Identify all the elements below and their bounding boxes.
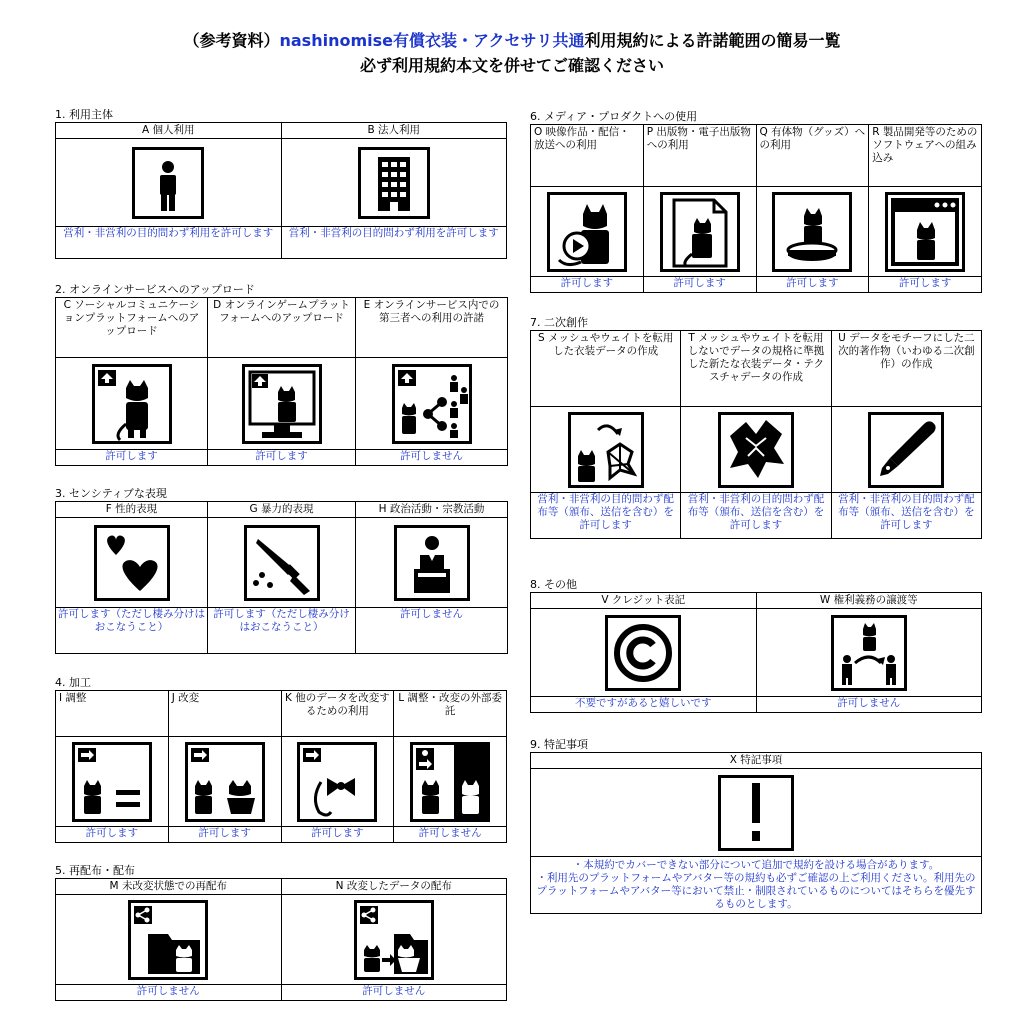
item-status: 不要ですがあると嬉しいです xyxy=(531,697,757,713)
section-7 xyxy=(530,316,982,539)
note-2: ・利用先のプラットフォームやアバター等の規約も必ずご確認の上ご利用ください。利用先のプラットフォームやアバター等において禁止・制限されているものについてはそちらを優先するものとします。 xyxy=(536,872,976,910)
item-status: 許可します xyxy=(208,450,356,466)
item-status: 許可しません xyxy=(394,827,507,843)
document-icon xyxy=(643,187,756,277)
copyright-icon xyxy=(531,609,757,697)
item-label: J 改変 xyxy=(168,691,281,737)
item-label: G 暴力的表現 xyxy=(208,502,356,518)
item-status: 許可します xyxy=(531,277,644,293)
item-status: 許可しません xyxy=(56,985,282,1001)
section-table xyxy=(530,752,982,914)
item-label: R 製品開発等のためのソフトウェアへの組み込み xyxy=(869,125,982,187)
item-label: L 調整・改変の外部委託 xyxy=(394,691,507,737)
section-table xyxy=(55,878,507,1001)
figure-goods-icon xyxy=(756,187,869,277)
section-title: 6. メディア・プロダクトへの使用 xyxy=(530,110,698,123)
section-9 xyxy=(530,738,982,914)
item-status: 許可します xyxy=(869,277,982,293)
section-title: 7. 二次創作 xyxy=(530,316,588,329)
section-4 xyxy=(55,676,507,843)
item-label: K 他のデータを改変するための利用 xyxy=(281,691,394,737)
software-window-icon xyxy=(869,187,982,277)
item-label: C ソーシャルコミュニケーションプラットフォームへのアップロード xyxy=(56,298,208,358)
note-1: ・本規約でカバーできない部分について追加で規約を設ける場合があります。 xyxy=(572,859,940,871)
section-table xyxy=(55,122,507,259)
item-status: 営利・非営利の目的問わず利用を許可します xyxy=(56,227,282,259)
item-status: 許可しません xyxy=(356,608,508,654)
item-label: N 改変したデータの配布 xyxy=(281,879,507,895)
title-prefix: （参考資料） xyxy=(183,31,280,50)
item-label: E オンラインサービス内での第三者への利用の許諾 xyxy=(356,298,508,358)
title-brand: nashinomise有償衣装・アクセサリ共通 xyxy=(279,31,585,50)
item-label: W 権利義務の譲渡等 xyxy=(756,593,982,609)
cloth-icon xyxy=(681,407,831,493)
item-label: X 特記事項 xyxy=(531,753,982,769)
section-title: 4. 加工 xyxy=(55,676,91,689)
section-5 xyxy=(55,864,507,1001)
item-status: 許可します（ただし棲み分けはおこなうこと） xyxy=(56,608,208,654)
mesh-transfer-icon xyxy=(531,407,681,493)
section-title: 3. センシティブな表現 xyxy=(55,487,167,500)
item-label: U データをモチーフにした二次的著作物（いわゆる二次創作）の作成 xyxy=(831,331,981,407)
item-label: D オンラインゲームプラットフォームへのアップロード xyxy=(208,298,356,358)
item-status: 許可します xyxy=(281,827,394,843)
item-label: Q 有体物（グッズ）への利用 xyxy=(756,125,869,187)
page-title xyxy=(0,30,1024,52)
adjust-icon xyxy=(56,737,169,827)
item-status: 許可しません xyxy=(756,697,982,713)
item-label: A 個人利用 xyxy=(56,123,282,139)
page-subtitle: 必ず利用規約本文を併せてご確認ください xyxy=(359,56,664,75)
outsource-icon xyxy=(394,737,507,827)
ribbon-icon xyxy=(281,737,394,827)
section-2 xyxy=(55,283,508,466)
item-status: 営利・非営利の目的問わず配布等（頒布、送信を含む）を許可します xyxy=(681,493,831,539)
item-label: M 未改変状態での再配布 xyxy=(56,879,282,895)
upload-cat-icon xyxy=(56,358,208,450)
item-label: S メッシュやウェイトを転用した衣装データの作成 xyxy=(531,331,681,407)
item-status: 許可します xyxy=(756,277,869,293)
item-label: F 性的表現 xyxy=(56,502,208,518)
item-label: H 政治活動・宗教活動 xyxy=(356,502,508,518)
item-status: 許可します xyxy=(643,277,756,293)
item-status: 許可します（ただし棲み分けはおこなうこと） xyxy=(208,608,356,654)
section-table xyxy=(530,330,982,539)
item-status: 営利・非営利の目的問わず配布等（頒布、送信を含む）を許可します xyxy=(831,493,981,539)
section-title: 5. 再配布・配布 xyxy=(55,864,135,877)
section-1 xyxy=(55,108,507,259)
podium-speaker-icon xyxy=(356,518,508,608)
section-8 xyxy=(530,578,982,713)
section-3 xyxy=(55,487,508,654)
section-6 xyxy=(530,110,982,293)
share-network-icon xyxy=(356,358,508,450)
item-label: I 調整 xyxy=(56,691,169,737)
section-title: 1. 利用主体 xyxy=(55,108,113,121)
section-title: 2. オンラインサービスへのアップロード xyxy=(55,283,255,296)
section-table xyxy=(55,297,508,466)
share-folder-modified-icon xyxy=(281,895,507,985)
item-status: 許可します xyxy=(168,827,281,843)
section-table xyxy=(530,124,982,293)
item-label: T メッシュやウェイトを転用しないでデータの規格に準拠した新たな衣装データ・テクスチャデータの作成 xyxy=(681,331,831,407)
item-label: O 映像作品・配信・放送への利用 xyxy=(531,125,644,187)
section-title: 9. 特記事項 xyxy=(530,738,588,751)
item-status: 許可します xyxy=(56,827,169,843)
item-status: 営利・非営利の目的問わず配布等（頒布、送信を含む）を許可します xyxy=(531,493,681,539)
item-status: 許可しません xyxy=(356,450,508,466)
video-play-icon xyxy=(531,187,644,277)
person-icon xyxy=(56,139,282,227)
item-status: 許可します xyxy=(56,450,208,466)
section-table xyxy=(55,501,508,654)
modify-icon xyxy=(168,737,281,827)
item-label: B 法人利用 xyxy=(281,123,507,139)
item-status: 営利・非営利の目的問わず利用を許可します xyxy=(281,227,507,259)
hearts-icon xyxy=(56,518,208,608)
item-label: V クレジット表記 xyxy=(531,593,757,609)
knife-icon xyxy=(208,518,356,608)
title-suffix: 利用規約による許諾範囲の簡易一覧 xyxy=(584,31,841,50)
transfer-people-icon xyxy=(756,609,982,697)
pen-nib-icon xyxy=(831,407,981,493)
share-folder-icon xyxy=(56,895,282,985)
item-status: 許可しません xyxy=(281,985,507,1001)
exclamation-icon xyxy=(531,769,982,857)
section-table xyxy=(55,690,507,843)
upload-monitor-icon xyxy=(208,358,356,450)
item-label: P 出版物・電子出版物への利用 xyxy=(643,125,756,187)
building-icon xyxy=(281,139,507,227)
section-title: 8. その他 xyxy=(530,578,577,591)
notes-cell xyxy=(531,857,982,914)
section-table xyxy=(530,592,982,713)
